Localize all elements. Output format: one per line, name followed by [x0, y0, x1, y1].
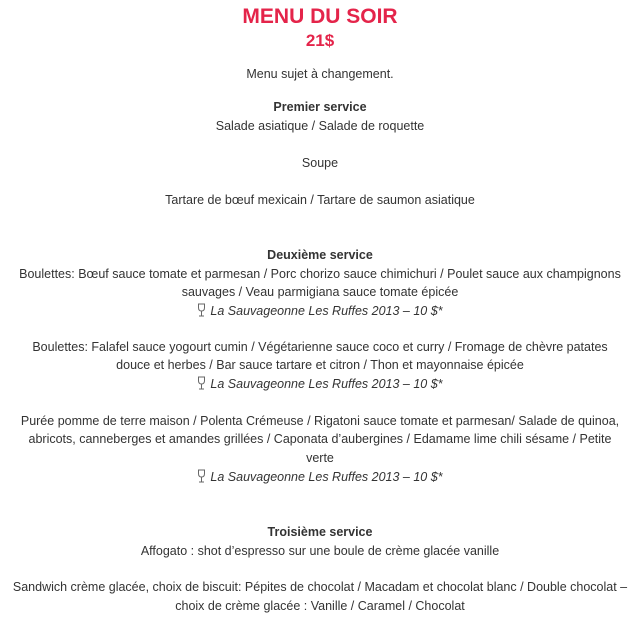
wine-pairing-text: La Sauvageonne Les Ruffes 2013 – 10 $*: [210, 304, 443, 318]
first-service-heading: Premier service: [273, 100, 367, 114]
second-service-group-line: douce et herbes / Bar sauce tartare et citron / Thon et mayonnaise épicée: [116, 358, 524, 372]
second-service-group-line: Boulettes: Bœuf sauce tomate et parmesan / Porc chorizo sauce chimichuri / Poulet sauce aux champignons: [19, 267, 621, 281]
second-service-group-line: Boulettes: Falafel sauce yogourt cumin / Végétarienne sauce coco et curry / Fromage de chèvre patates: [32, 340, 608, 354]
wine-glass-icon: [197, 376, 206, 390]
first-service-item: Tartare de bœuf mexicain / Tartare de saumon asiatique: [165, 193, 475, 207]
wine-pairing-text: La Sauvageonne Les Ruffes 2013 – 10 $*: [210, 470, 443, 484]
third-service-item: Sandwich crème glacée, choix de biscuit: Pépites de chocolat / Macadam et chocolat blanc / Double chocolat –: [12, 580, 628, 594]
second-service-group-line: abricots, canneberges et amandes grillées / Caponata d’aubergines / Edamame lime chili sésame / Petite: [28, 432, 612, 446]
third-service-item: choix de crème glacée : Vanille / Caramel / Chocolat: [175, 599, 465, 613]
wine-glass-icon: [197, 469, 206, 483]
third-service-heading: Troisième service: [267, 525, 373, 539]
second-service-group-line: verte: [306, 451, 334, 465]
second-service-group-line: Purée pomme de terre maison / Polenta Crémeuse / Rigatoni sauce tomate et parmesan/ Salade de quinoa,: [20, 414, 620, 428]
wine-pairing: [0, 468, 640, 487]
first-service-item: Soupe: [301, 156, 339, 170]
menu-title: MENU DU SOIR: [242, 5, 398, 28]
second-service-group-line: sauvages / Veau parmigiana sauce tomate épicée: [181, 285, 459, 299]
wine-pairing: [0, 375, 640, 394]
menu-note: Menu sujet à changement.: [246, 67, 394, 81]
third-service-item: Affogato : shot d’espresso sur une boule de crème glacée vanille: [140, 544, 500, 558]
wine-pairing: [0, 302, 640, 321]
first-service-item: Salade asiatique / Salade de roquette: [215, 119, 425, 133]
second-service-heading: Deuxième service: [267, 248, 373, 262]
menu-price: 21$: [305, 31, 335, 50]
wine-pairing-text: La Sauvageonne Les Ruffes 2013 – 10 $*: [210, 377, 443, 391]
wine-glass-icon: [197, 303, 206, 317]
